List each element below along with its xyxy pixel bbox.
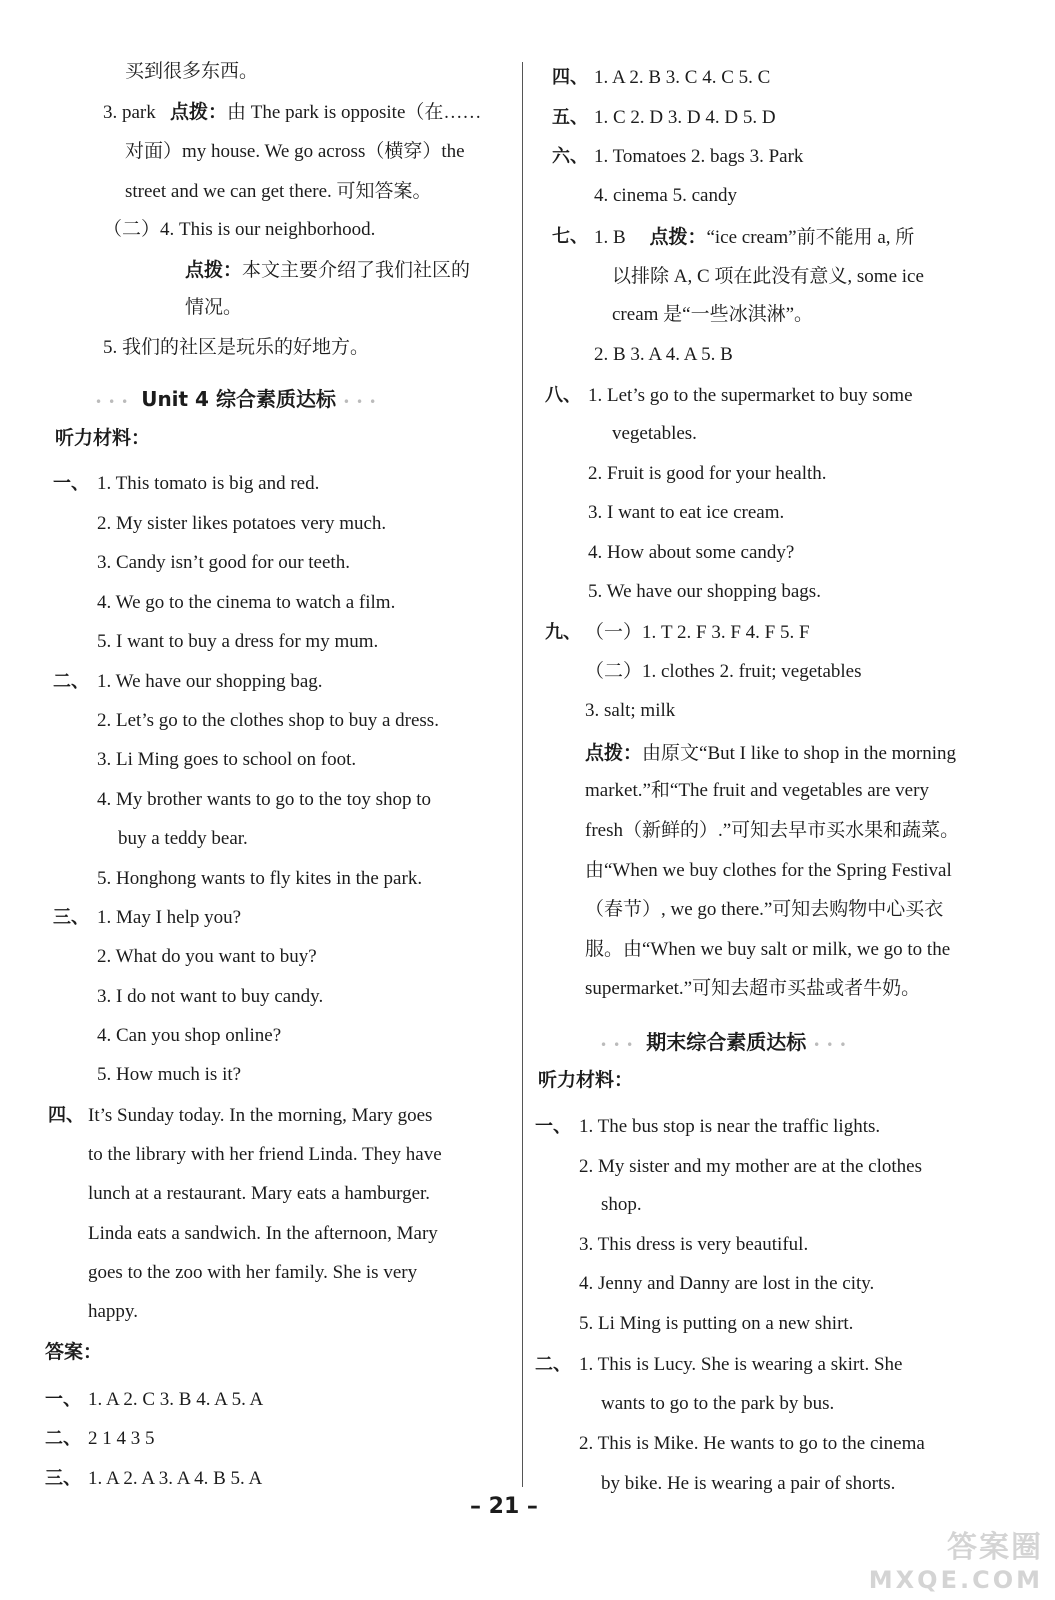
- final-title: 期末综合素质达标: [646, 1030, 807, 1054]
- section-label: 一、: [45, 1389, 81, 1410]
- list-item: by bike. He is wearing a pair of shorts.: [601, 1473, 896, 1494]
- item-text: 4. This is our neighborhood.: [160, 219, 376, 240]
- answer-row: （二）1. clothes 2. fruit; vegetables: [585, 661, 862, 682]
- list-item: 3. Li Ming goes to school on foot.: [97, 749, 357, 770]
- list-item: 1. The bus stop is near the traffic lights.: [579, 1116, 881, 1137]
- section-label: 三、: [53, 907, 89, 928]
- list-item: 4. Can you shop online?: [97, 1025, 282, 1046]
- section-label: 四、: [48, 1105, 84, 1126]
- passage-line: It’s Sunday today. In the morning, Mary goes: [88, 1105, 433, 1126]
- list-item: 5. I want to buy a dress for my mum.: [97, 631, 379, 652]
- listening-label: 听力材料：: [55, 427, 151, 449]
- list-item: 3. Candy isn’t good for our teeth.: [97, 552, 350, 573]
- tip-label: 点拨：: [585, 742, 643, 764]
- list-item: shop.: [601, 1194, 642, 1215]
- list-item: wants to go to the park by bus.: [601, 1393, 835, 1414]
- section-label: 五、: [552, 107, 588, 128]
- tip-line: [585, 741, 956, 766]
- answer-row: 1. A 2. B 3. C 4. C 5. C: [594, 67, 771, 88]
- list-item: 2. My sister and my mother are at the clothes: [579, 1156, 922, 1177]
- sub-label: （二）: [103, 219, 161, 240]
- tip-line: 由“When we buy clothes for the Spring Festival: [585, 860, 952, 881]
- list-item: 5. Li Ming is putting on a new shirt.: [579, 1313, 854, 1334]
- text-line: 买到很多东西。: [125, 61, 259, 82]
- text-line: [103, 218, 375, 242]
- item-text: park: [122, 102, 156, 123]
- listening-label: 听力材料：: [538, 1069, 634, 1091]
- list-item: 5. Honghong wants to fly kites in the park.: [97, 868, 423, 889]
- page-number: – 21 –: [470, 1494, 538, 1519]
- list-item: 1. We have our shopping bag.: [97, 671, 323, 692]
- text-line: [103, 100, 481, 125]
- tip-label: 点拨：: [649, 226, 707, 248]
- tip-line: cream 是“一些冰淇淋”。: [612, 304, 814, 325]
- section-label: 六、: [552, 146, 588, 167]
- column-divider: [522, 62, 523, 1487]
- final-heading: [600, 1030, 852, 1057]
- tip-text: 由原文“But I like to shop in the morning: [642, 743, 957, 764]
- answer-text: 1. B: [594, 227, 626, 248]
- tip-line: （春节）, we go there.”可知去购物中心买衣: [585, 899, 944, 920]
- section-label: 一、: [535, 1116, 571, 1137]
- passage-line: lunch at a restaurant. Mary eats a hamburger.: [88, 1183, 431, 1204]
- list-item: buy a teddy bear.: [118, 828, 248, 849]
- list-item: 1. This tomato is big and red.: [97, 473, 320, 494]
- passage-line: to the library with her friend Linda. They have: [88, 1144, 442, 1165]
- decor-dots: •••: [813, 1038, 853, 1052]
- list-item: 1. This is Lucy. She is wearing a skirt. She: [579, 1354, 903, 1375]
- watermark-url: MXQE.COM: [868, 1566, 1043, 1594]
- answers-label: 答案：: [45, 1341, 103, 1363]
- answer-row: 3. salt; milk: [585, 700, 676, 721]
- tip-line: supermarket.”可知去超市买盐或者牛奶。: [585, 978, 921, 999]
- list-item: 2. What do you want to buy?: [97, 946, 317, 967]
- list-item: 3. This dress is very beautiful.: [579, 1234, 809, 1255]
- answer-row: 2 1 4 3 5: [88, 1428, 155, 1449]
- list-item: 2. This is Mike. He wants to go to the cinema: [579, 1433, 925, 1454]
- section-label: 二、: [53, 671, 89, 692]
- text-line: [185, 258, 470, 283]
- tip-line: 以排除 A, C 项在此没有意义, some ice: [612, 266, 924, 287]
- passage-line: Linda eats a sandwich. In the afternoon, Mary: [88, 1223, 438, 1244]
- tip-text: “ice cream”前不能用 a, 所: [706, 227, 915, 248]
- list-item: 4. My brother wants to go to the toy shop to: [97, 789, 432, 810]
- list-item: 5. We have our shopping bags.: [588, 581, 821, 602]
- tip-line: 服。由“When we buy salt or milk, we go to the: [585, 939, 951, 960]
- answer-row: 1. C 2. D 3. D 4. D 5. D: [594, 107, 776, 128]
- decor-dots: •••: [95, 395, 135, 409]
- section-label: 四、: [552, 67, 588, 88]
- tip-text: 本文主要介绍了我们社区的: [242, 260, 471, 281]
- unit-heading: [95, 387, 382, 414]
- tip-label: 点拨：: [185, 259, 243, 281]
- list-item: 1. May I help you?: [97, 907, 242, 928]
- text-line: 5. 我们的社区是玩乐的好地方。: [103, 337, 370, 358]
- passage-line: happy.: [88, 1301, 138, 1322]
- section-label: 九、: [545, 622, 581, 643]
- item-number: 3.: [103, 102, 118, 123]
- list-item: 5. How much is it?: [97, 1064, 242, 1085]
- tip-label: 点拨：: [170, 101, 228, 123]
- watermark-logo-text: 答案圈: [947, 1530, 1043, 1565]
- unit-title: Unit 4 综合素质达标: [141, 387, 336, 411]
- list-item: 3. I want to eat ice cream.: [588, 502, 785, 523]
- passage-line: goes to the zoo with her family. She is very: [88, 1262, 418, 1283]
- list-item: 4. Jenny and Danny are lost in the city.: [579, 1273, 875, 1294]
- tip-line: fresh（新鲜的）.”可知去早市买水果和蔬菜。: [585, 820, 960, 841]
- answer-row: （一）1. T 2. F 3. F 4. F 5. F: [585, 622, 810, 643]
- list-item: 2. Let’s go to the clothes shop to buy a dress.: [97, 710, 439, 731]
- text-line: 对面）my house. We go across（横穿）the: [125, 141, 465, 162]
- decor-dots: •••: [600, 1038, 640, 1052]
- list-item: 4. How about some candy?: [588, 542, 795, 563]
- list-item: 2. Fruit is good for your health.: [588, 463, 827, 484]
- list-item: 3. I do not want to buy candy.: [97, 986, 324, 1007]
- text-line: 情况。: [185, 297, 243, 318]
- answer-row: 4. cinema 5. candy: [594, 185, 737, 206]
- section-label: 七、: [552, 226, 588, 247]
- list-item: vegetables.: [612, 423, 697, 444]
- answer-row: [594, 225, 914, 250]
- answer-row: 1. A 2. C 3. B 4. A 5. A: [88, 1389, 264, 1410]
- section-label: 三、: [45, 1468, 81, 1489]
- section-label: 八、: [545, 385, 581, 406]
- list-item: 2. My sister likes potatoes very much.: [97, 513, 387, 534]
- watermark: [869, 1522, 1043, 1594]
- answer-row: 2. B 3. A 4. A 5. B: [594, 344, 733, 365]
- text-line: street and we can get there. 可知答案。: [125, 181, 432, 202]
- decor-dots: •••: [342, 395, 383, 409]
- tip-text: 由 The park is opposite（在……: [227, 102, 482, 123]
- list-item: 4. We go to the cinema to watch a film.: [97, 592, 396, 613]
- answer-row: 1. Tomatoes 2. bags 3. Park: [594, 146, 804, 167]
- section-label: 二、: [535, 1354, 571, 1375]
- list-item: 1. Let’s go to the supermarket to buy some: [588, 385, 913, 406]
- tip-line: market.”和“The fruit and vegetables are very: [585, 780, 929, 801]
- answer-row: 1. A 2. A 3. A 4. B 5. A: [88, 1468, 263, 1489]
- section-label: 二、: [45, 1428, 81, 1449]
- section-label: 一、: [53, 473, 89, 494]
